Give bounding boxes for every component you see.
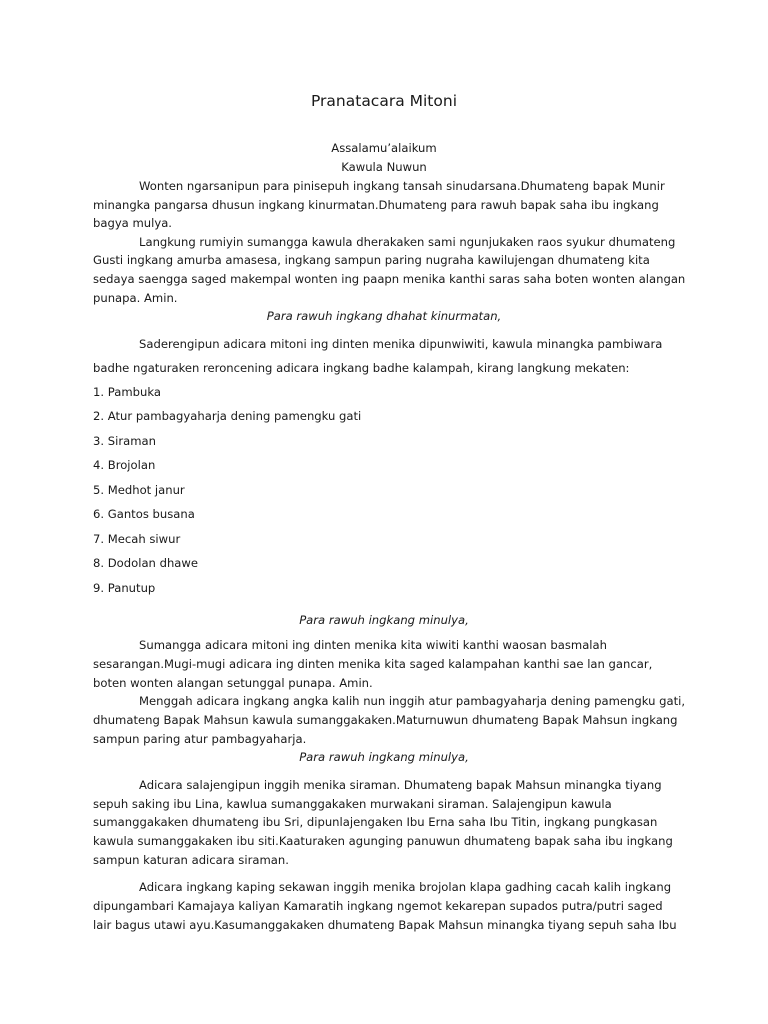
paragraph-line: badhe ngaturaken reroncening adicara ingkang badhe kalampah, kirang langkung mekaten: bbox=[93, 361, 630, 375]
paragraph-line: sampun paring atur pambagyaharja. bbox=[93, 732, 307, 746]
agenda-item: 5. Medhot janur bbox=[93, 483, 185, 497]
page-title: Pranatacara Mitoni bbox=[310, 92, 458, 110]
paragraph-line: lair bagus utawi ayu.Kasumanggakaken dhumateng Bapak Mahsun minangka tiyang sepuh saha Ibu bbox=[93, 918, 677, 932]
greeting-salam: Assalamu’alaikum bbox=[331, 141, 437, 155]
paragraph-line: punapa. Amin. bbox=[93, 291, 178, 305]
agenda-item: 8. Dodolan dhawe bbox=[93, 556, 199, 570]
paragraph-line: sumanggakaken dhumateng ibu Sri, dipunlajengaken Ibu Erna saha Ibu Titin, ingkang pungkasan bbox=[93, 815, 658, 829]
paragraph-line: bagya mulya. bbox=[93, 216, 172, 230]
paragraph-line: Langkung rumiyin sumangga kawula dherakaken sami ngunjukaken raos syukur dhumateng bbox=[139, 235, 676, 249]
paragraph-line: sepuh saking ibu Lina, kawlua sumanggakaken murwakani siraman. Salajengipun kawula bbox=[93, 797, 612, 811]
agenda-item: 3. Siraman bbox=[93, 434, 156, 448]
paragraph-line: Adicara ingkang kaping sekawan inggih menika brojolan klapa gadhing cacah kalih ingkang bbox=[139, 880, 672, 894]
paragraph-line: boten wonten alangan setunggal punapa. Amin. bbox=[93, 676, 373, 690]
agenda-item: 1. Pambuka bbox=[93, 385, 161, 399]
paragraph-line: dhumateng Bapak Mahsun kawula sumanggakaken.Maturnuwun dhumateng Bapak Mahsun ingkang bbox=[93, 713, 678, 727]
paragraph-line: Menggah adicara ingkang angka kalih nun inggih atur pambagyaharja dening pamengku gati, bbox=[139, 694, 686, 708]
agenda-item: 2. Atur pambagyaharja dening pamengku gati bbox=[93, 409, 362, 423]
salutation-3: Para rawuh ingkang minulya, bbox=[299, 750, 469, 764]
paragraph-line: minangka pangarsa dhusun ingkang kinurmatan.Dhumateng para rawuh bapak saha ibu ingkang bbox=[93, 198, 659, 212]
paragraph-line: dipungambari Kamajaya kaliyan Kamaratih ingkang ngemot kekarepan supados putra/putri saged bbox=[93, 899, 663, 913]
paragraph-line: Gusti ingkang amurba amasesa, ingkang sampun paring nugraha kawilujengan dhumateng kita bbox=[93, 253, 650, 267]
greeting-kawula: Kawula Nuwun bbox=[341, 160, 427, 174]
salutation-2: Para rawuh ingkang minulya, bbox=[299, 613, 469, 627]
agenda-item: 7. Mecah siwur bbox=[93, 532, 181, 546]
agenda-item: 9. Panutup bbox=[93, 581, 156, 595]
paragraph-line: sesarangan.Mugi-mugi adicara ing dinten menika kita saged kalampahan kanthi sae lan gancar, bbox=[93, 657, 653, 671]
paragraph-line: sampun katuran adicara siraman. bbox=[93, 853, 289, 867]
paragraph-line: kawula sumanggakaken ibu siti.Kaaturaken agunging panuwun dhumateng bapak saha ibu ingkang bbox=[93, 834, 673, 848]
paragraph-line: Wonten ngarsanipun para pinisepuh ingkang tansah sinudarsana.Dhumateng bapak Munir bbox=[139, 179, 665, 193]
agenda-item: 6. Gantos busana bbox=[93, 507, 195, 521]
salutation-1: Para rawuh ingkang dhahat kinurmatan, bbox=[266, 309, 502, 323]
paragraph-line: Sumangga adicara mitoni ing dinten menika kita wiwiti kanthi waosan basmalah bbox=[139, 638, 607, 652]
paragraph-line: Saderengipun adicara mitoni ing dinten menika dipunwiwiti, kawula minangka pambiwara bbox=[139, 337, 663, 351]
agenda-item: 4. Brojolan bbox=[93, 458, 156, 472]
paragraph-line: Adicara salajengipun inggih menika siraman. Dhumateng bapak Mahsun minangka tiyang bbox=[139, 778, 662, 792]
paragraph-line: sedaya saengga saged makempal wonten ing paapn menika kanthi saras saha boten wonten alangan bbox=[93, 272, 686, 286]
